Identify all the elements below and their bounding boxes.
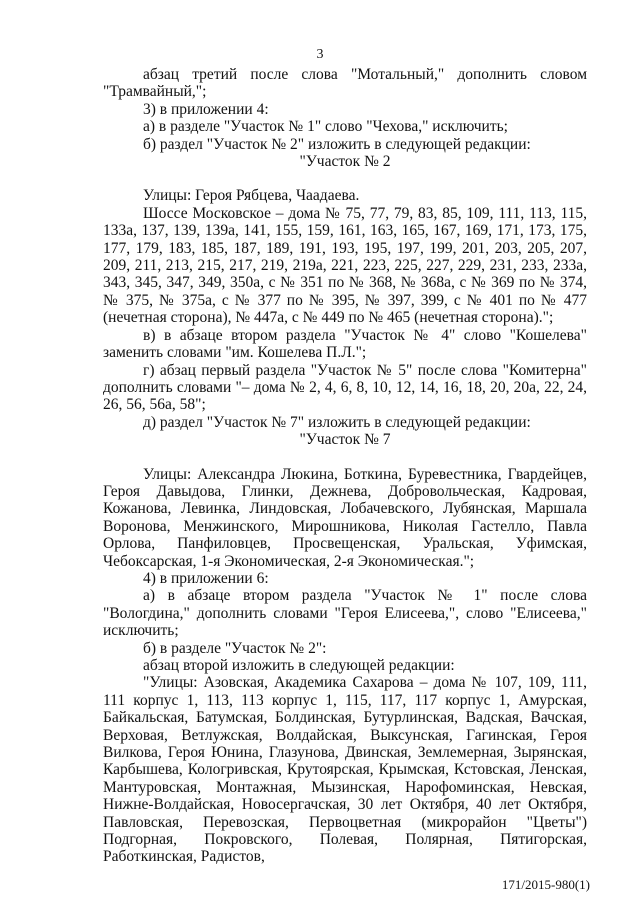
paragraph: абзац третий после слова "Мотальный," дополнить словом "Трамвайный,"; <box>103 66 587 101</box>
paragraph: а) в абзаце втором раздела "Участок № 1" после слова "Вологдина," дополнить словами "Героя Елисеева,", слово "Елисеева," исключить; <box>103 587 587 640</box>
paragraph: б) в разделе "Участок № 2": <box>143 639 327 657</box>
paragraph: д) раздел "Участок № 7" изложить в следующей редакции: <box>143 413 531 431</box>
paragraph: Улицы: Героя Рябцева, Чаадаева. <box>143 187 360 205</box>
section-heading: "Участок № 7 <box>299 431 391 449</box>
paragraph: г) абзац первый раздела "Участок № 5" после слова "Комитерна" дополнить словами "– дома № 2, 4, 6, 8, 10, 12, 14, 16, 18, 20, 20а, 22, 24, 26, 56, 56а, 58"; <box>103 361 587 414</box>
paragraph: а) в разделе "Участок № 1" слово "Чехова," исключить; <box>143 118 508 136</box>
paragraph-gap <box>103 170 587 187</box>
paragraph: Шоссе Московское – дома № 75, 77, 79, 83, 85, 109, 111, 113, 115, 133а, 137, 139, 139а, 141, 155, 159, 161, 163, 165, 167, 169, 171, 173, 175, 177, 179, 183, 185, 187, 189, 191, 193, 195, 197, 199, 201, 203, 205, 207, 209, 211, 213, 215, 217, 219, 219а, 221, 223, 225, 227, 229, 231, 233, 233а, 343, 345, 347, 349, 350а, с № 351 по № 368, № 368а, с № 369 по № 374, № 375, № 375а, с № 377 по № 395, № 397, 399, с № 401 по № 477 (нечетная сторона), № 447а, с № 449 по № 465 (нечетная сторона)."; <box>103 204 587 327</box>
section-heading: "Участок № 2 <box>299 153 391 171</box>
paragraph: б) раздел "Участок № 2" изложить в следующей редакции: <box>143 135 531 153</box>
paragraph-gap <box>103 449 587 466</box>
document-body <box>103 66 587 866</box>
paragraph: абзац второй изложить в следующей редакции: <box>143 657 455 674</box>
page-number: 3 <box>316 47 324 62</box>
paragraph: 3) в приложении 4: <box>143 100 269 118</box>
paragraph: "Улицы: Азовская, Академика Сахарова – дома № 107, 109, 111, 111 корпус 1, 113, 113 корпус 1, 115, 117, 117 корпус 1, Амурская, Байкальская, Батумская, Болдинская, Бутурлинская, Вадская, Вачская, Верховая, Ветлужская, Волдайская, Выксунская, Гагинская, Героя Вилкова, Героя Юнина, Глазунова, Двинская, Землемерная, Зырянская, Карбышева, Кологривская, Крутоярская, Крымская, Кстовская, Ленская, Мантуровская, Монтажная, Мызинская, Нарофоминская, Невская, Нижне-Волдайская, Новосергачская, 30 лет Октября, 40 лет Октября, Павловская, Перевозская, Первоцветная (микрорайон "Цветы") Подгорная, Покровского, Полевая, Полярная, Пятигорская, Работкинская, Радистов, <box>103 674 587 866</box>
paragraph: Улицы: Александра Люкина, Боткина, Буревестника, Гвардейцев, Героя Давыдова, Глинки, Дежнева, Добровольческая, Кадровая, Кожанова, Левинка, Линдовская, Лобачевского, Лубянская, Маршала Воронова, Менжинского, Мирошникова, Николая Гастелло, Павла Орлова, Панфиловцев, Просвещенская, Уральская, Уфимская, Чебоксарская, 1-я Экономическая, 2-я Экономическая."; <box>103 465 587 570</box>
paragraph: 4) в приложении 6: <box>143 569 269 587</box>
paragraph: в) в абзаце втором раздела "Участок № 4" слово "Кошелева" заменить словами "им. Кошелева П.Л."; <box>103 326 587 362</box>
document-code: 171/2015-980(1) <box>501 877 590 892</box>
